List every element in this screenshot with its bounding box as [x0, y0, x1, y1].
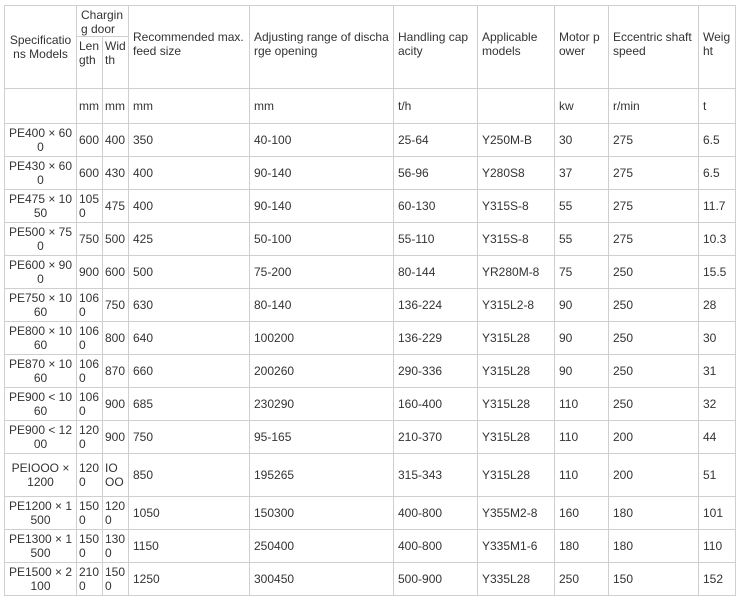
- weight-cell: 101: [699, 497, 736, 530]
- unit-adjust: mm: [250, 89, 394, 124]
- weight-cell: 6.5: [699, 157, 736, 190]
- table-row: [5, 497, 736, 530]
- table-row: [5, 289, 736, 322]
- capacity-cell: 25-64: [394, 124, 478, 157]
- unit-weight: t: [699, 89, 736, 124]
- feed-size-cell: 850: [129, 454, 250, 497]
- shaft-speed-cell: 200: [609, 454, 699, 497]
- model-cell: Y315L28: [478, 388, 555, 421]
- weight-cell: 11.7: [699, 190, 736, 223]
- header-length: Length: [77, 37, 103, 89]
- adjust-range-cell: 200260: [250, 355, 394, 388]
- adjust-range-cell: 300450: [250, 563, 394, 596]
- shaft-speed-cell: 200: [609, 421, 699, 454]
- width-cell: 1300: [103, 530, 129, 563]
- header-motor-power: Motor power: [555, 6, 609, 89]
- length-cell: 2100: [77, 563, 103, 596]
- table-row: [5, 530, 736, 563]
- unit-length: mm: [77, 89, 103, 124]
- unit-width: mm: [103, 89, 129, 124]
- table-row: [5, 124, 736, 157]
- length-cell: 1060: [77, 322, 103, 355]
- adjust-range-cell: 195265: [250, 454, 394, 497]
- unit-speed: r/min: [609, 89, 699, 124]
- width-cell: 900: [103, 388, 129, 421]
- adjust-range-cell: 40-100: [250, 124, 394, 157]
- unit-feed: mm: [129, 89, 250, 124]
- capacity-cell: 290-336: [394, 355, 478, 388]
- spec-cell: PE870 × 1060: [5, 355, 77, 388]
- shaft-speed-cell: 250: [609, 289, 699, 322]
- width-cell: 430: [103, 157, 129, 190]
- spec-cell: PE900 < 1200: [5, 421, 77, 454]
- header-width: Width: [103, 37, 129, 89]
- table-row: [5, 454, 736, 497]
- unit-model: [478, 89, 555, 124]
- width-cell: 800: [103, 322, 129, 355]
- capacity-cell: 136-224: [394, 289, 478, 322]
- feed-size-cell: 630: [129, 289, 250, 322]
- width-cell: 600: [103, 256, 129, 289]
- spec-cell: PE500 × 750: [5, 223, 77, 256]
- shaft-speed-cell: 275: [609, 223, 699, 256]
- motor-power-cell: 110: [555, 421, 609, 454]
- motor-power-cell: 55: [555, 223, 609, 256]
- capacity-cell: 210-370: [394, 421, 478, 454]
- table-row: [5, 388, 736, 421]
- weight-cell: 28: [699, 289, 736, 322]
- unit-spec: [5, 89, 77, 124]
- adjust-range-cell: 90-140: [250, 157, 394, 190]
- adjust-range-cell: 80-140: [250, 289, 394, 322]
- spec-cell: PE750 × 1060: [5, 289, 77, 322]
- adjust-range-cell: 100200: [250, 322, 394, 355]
- weight-cell: 51: [699, 454, 736, 497]
- table-row: [5, 322, 736, 355]
- spec-cell: PE400 × 600: [5, 124, 77, 157]
- weight-cell: 30: [699, 322, 736, 355]
- length-cell: 1200: [77, 421, 103, 454]
- model-cell: Y315L28: [478, 454, 555, 497]
- weight-cell: 15.5: [699, 256, 736, 289]
- model-cell: Y315L2-8: [478, 289, 555, 322]
- shaft-speed-cell: 250: [609, 388, 699, 421]
- model-cell: Y315L28: [478, 421, 555, 454]
- spec-cell: PE475 × 1050: [5, 190, 77, 223]
- table-row: [5, 421, 736, 454]
- header-charging-door: Charging door: [77, 6, 129, 37]
- length-cell: 1200: [77, 454, 103, 497]
- spec-cell: PE1300 × 1500: [5, 530, 77, 563]
- shaft-speed-cell: 250: [609, 256, 699, 289]
- capacity-cell: 400-800: [394, 497, 478, 530]
- weight-cell: 10.3: [699, 223, 736, 256]
- unit-motor: kw: [555, 89, 609, 124]
- width-cell: 400: [103, 124, 129, 157]
- motor-power-cell: 37: [555, 157, 609, 190]
- header-weight: Weight: [699, 6, 736, 89]
- weight-cell: 31: [699, 355, 736, 388]
- spec-cell: PE430 × 600: [5, 157, 77, 190]
- feed-size-cell: 640: [129, 322, 250, 355]
- feed-size-cell: 685: [129, 388, 250, 421]
- motor-power-cell: 110: [555, 454, 609, 497]
- capacity-cell: 60-130: [394, 190, 478, 223]
- spec-cell: PE1200 × 1500: [5, 497, 77, 530]
- width-cell: 1500: [103, 563, 129, 596]
- header-row-1: [5, 6, 736, 37]
- feed-size-cell: 1250: [129, 563, 250, 596]
- table-row: [5, 355, 736, 388]
- motor-power-cell: 75: [555, 256, 609, 289]
- model-cell: YR280M-8: [478, 256, 555, 289]
- adjust-range-cell: 50-100: [250, 223, 394, 256]
- spec-cell: PE900 < 1060: [5, 388, 77, 421]
- weight-cell: 110: [699, 530, 736, 563]
- adjust-range-cell: 90-140: [250, 190, 394, 223]
- length-cell: 600: [77, 157, 103, 190]
- length-cell: 1500: [77, 497, 103, 530]
- table-row: [5, 256, 736, 289]
- model-cell: Y315L28: [478, 355, 555, 388]
- model-cell: Y250M-B: [478, 124, 555, 157]
- capacity-cell: 315-343: [394, 454, 478, 497]
- length-cell: 900: [77, 256, 103, 289]
- feed-size-cell: 660: [129, 355, 250, 388]
- shaft-speed-cell: 150: [609, 563, 699, 596]
- feed-size-cell: 750: [129, 421, 250, 454]
- shaft-speed-cell: 250: [609, 322, 699, 355]
- capacity-cell: 55-110: [394, 223, 478, 256]
- feed-size-cell: 400: [129, 157, 250, 190]
- weight-cell: 152: [699, 563, 736, 596]
- shaft-speed-cell: 180: [609, 530, 699, 563]
- table-row: [5, 157, 736, 190]
- unit-capacity: t/h: [394, 89, 478, 124]
- spec-cell: PE800 × 1060: [5, 322, 77, 355]
- motor-power-cell: 90: [555, 322, 609, 355]
- model-cell: Y355M2-8: [478, 497, 555, 530]
- feed-size-cell: 500: [129, 256, 250, 289]
- width-cell: 900: [103, 421, 129, 454]
- motor-power-cell: 55: [555, 190, 609, 223]
- header-spec-models: Specifications Models: [5, 6, 77, 89]
- shaft-speed-cell: 275: [609, 124, 699, 157]
- model-cell: Y315L28: [478, 322, 555, 355]
- motor-power-cell: 250: [555, 563, 609, 596]
- capacity-cell: 56-96: [394, 157, 478, 190]
- table-row: [5, 190, 736, 223]
- model-cell: Y280S8: [478, 157, 555, 190]
- width-cell: 750: [103, 289, 129, 322]
- width-cell: 1200: [103, 497, 129, 530]
- header-shaft-speed: Eccentric shaft speed: [609, 6, 699, 89]
- motor-power-cell: 90: [555, 355, 609, 388]
- length-cell: 1060: [77, 388, 103, 421]
- motor-power-cell: 90: [555, 289, 609, 322]
- adjust-range-cell: 95-165: [250, 421, 394, 454]
- table-row: [5, 563, 736, 596]
- weight-cell: 6.5: [699, 124, 736, 157]
- adjust-range-cell: 250400: [250, 530, 394, 563]
- width-cell: 475: [103, 190, 129, 223]
- length-cell: 1060: [77, 355, 103, 388]
- motor-power-cell: 30: [555, 124, 609, 157]
- units-row: [5, 89, 736, 124]
- width-cell: 870: [103, 355, 129, 388]
- spec-cell: PE1500 × 2100: [5, 563, 77, 596]
- adjust-range-cell: 150300: [250, 497, 394, 530]
- capacity-cell: 500-900: [394, 563, 478, 596]
- header-capacity: Handling capacity: [394, 6, 478, 89]
- adjust-range-cell: 230290: [250, 388, 394, 421]
- feed-size-cell: 1050: [129, 497, 250, 530]
- adjust-range-cell: 75-200: [250, 256, 394, 289]
- length-cell: 1500: [77, 530, 103, 563]
- motor-power-cell: 160: [555, 497, 609, 530]
- model-cell: Y335M1-6: [478, 530, 555, 563]
- shaft-speed-cell: 250: [609, 355, 699, 388]
- feed-size-cell: 350: [129, 124, 250, 157]
- feed-size-cell: 425: [129, 223, 250, 256]
- width-cell: 500: [103, 223, 129, 256]
- width-cell: IOOO: [103, 454, 129, 497]
- length-cell: 1060: [77, 289, 103, 322]
- shaft-speed-cell: 275: [609, 157, 699, 190]
- header-feed-size: Recommended max. feed size: [129, 6, 250, 89]
- motor-power-cell: 180: [555, 530, 609, 563]
- shaft-speed-cell: 275: [609, 190, 699, 223]
- weight-cell: 32: [699, 388, 736, 421]
- motor-power-cell: 110: [555, 388, 609, 421]
- length-cell: 1050: [77, 190, 103, 223]
- model-cell: Y335L28: [478, 563, 555, 596]
- feed-size-cell: 400: [129, 190, 250, 223]
- capacity-cell: 160-400: [394, 388, 478, 421]
- spec-cell: PE600 × 900: [5, 256, 77, 289]
- weight-cell: 44: [699, 421, 736, 454]
- header-adjust-range: Adjusting range of discharge opening: [250, 6, 394, 89]
- header-applicable-models: Applicable models: [478, 6, 555, 89]
- capacity-cell: 136-229: [394, 322, 478, 355]
- capacity-cell: 400-800: [394, 530, 478, 563]
- capacity-cell: 80-144: [394, 256, 478, 289]
- spec-cell: PEIOOO × 1200: [5, 454, 77, 497]
- specifications-table: [4, 5, 736, 596]
- model-cell: Y315S-8: [478, 190, 555, 223]
- length-cell: 600: [77, 124, 103, 157]
- model-cell: Y315S-8: [478, 223, 555, 256]
- table-body: [5, 124, 736, 596]
- feed-size-cell: 1150: [129, 530, 250, 563]
- shaft-speed-cell: 180: [609, 497, 699, 530]
- table-row: [5, 223, 736, 256]
- length-cell: 750: [77, 223, 103, 256]
